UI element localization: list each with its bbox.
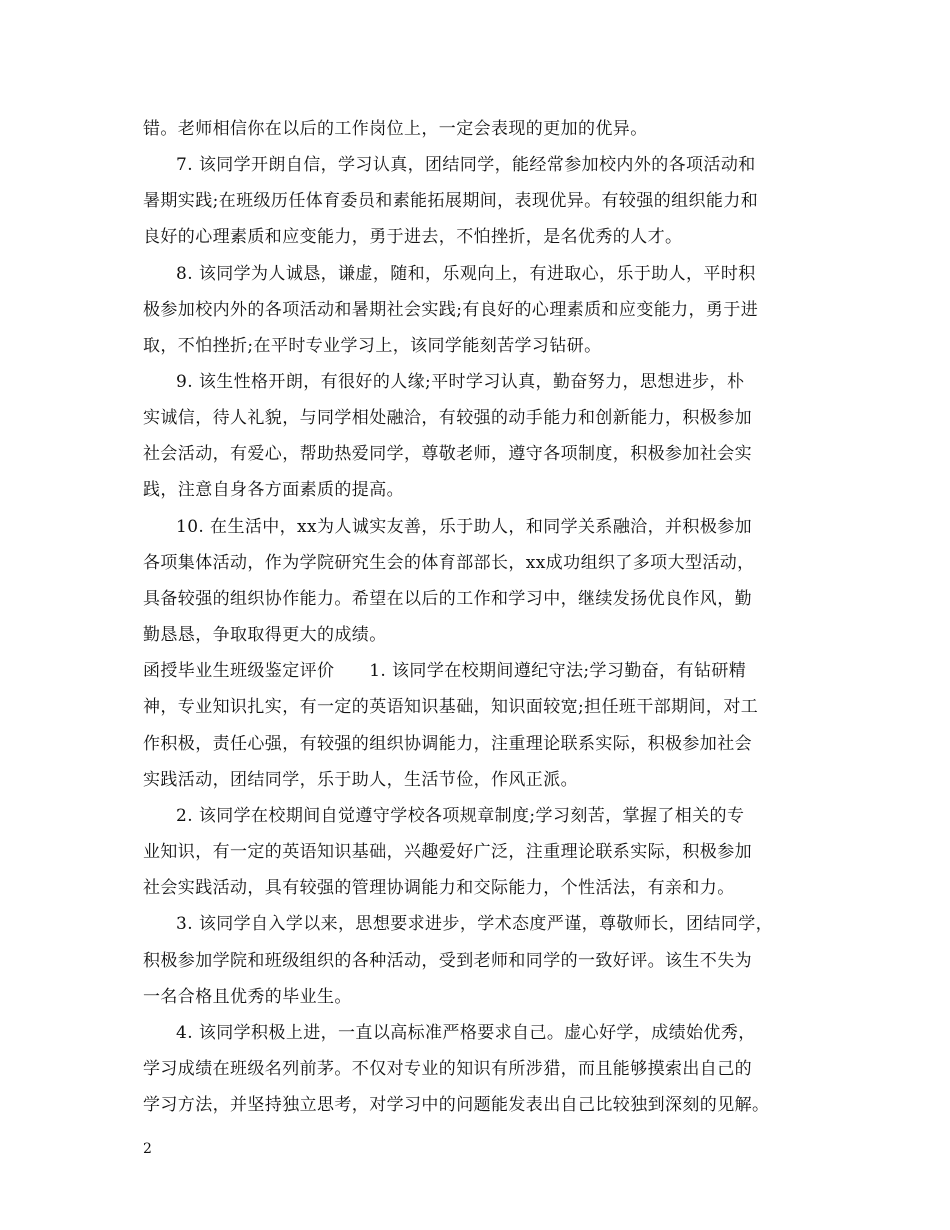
text-line: 取，不怕挫折;在平时专业学习上，该同学能刻苦学习钻研。	[143, 336, 602, 356]
text-line: 实践活动，团结同学，乐于助人，生活节俭，作风正派。	[143, 770, 578, 790]
text-line: 勤恳恳，争取取得更大的成绩。	[143, 625, 387, 645]
text-line: 学习成绩在班级名列前茅。不仅对专业的知识有所涉猎，而且能够摸索出自己的	[143, 1059, 752, 1079]
text-line: 践，注意自身各方面素质的提高。	[143, 480, 404, 500]
text-line: 一名合格且优秀的毕业生。	[143, 987, 352, 1007]
text-line: 3. 该同学自入学以来，思想要求进步，学术态度严谨，尊敬师长，团结同学，	[176, 914, 774, 934]
text-line: 暑期实践;在班级历任体育委员和素能拓展期间，表现优异。有较强的组织能力和	[143, 191, 759, 211]
text-line: 函授毕业生班级鉴定评价 1. 该同学在校期间遵纪守法;学习勤奋，有钻研精	[143, 661, 747, 681]
text-line: 学习方法，并坚持独立思考，对学习中的问题能发表出自己比较独到深刻的见解。	[143, 1095, 770, 1115]
text-line: 积极参加学院和班级组织的各种活动，受到老师和同学的一致好评。该生不失为	[143, 951, 752, 971]
page-number: 2	[143, 1141, 152, 1157]
text-line: 8. 该同学为人诚恳，谦虚，随和，乐观向上，有进取心，乐于助人，平时积	[176, 264, 756, 284]
text-line: 神，专业知识扎实，有一定的英语知识基础，知识面较宽;担任班干部期间，对工	[143, 697, 759, 717]
text-line: 良好的心理素质和应变能力，勇于进去，不怕挫折，是名优秀的人才。	[143, 227, 683, 247]
text-line: 实诚信，待人礼貌，与同学相处融洽，有较强的动手能力和创新能力，积极参加	[143, 408, 752, 428]
text-line: 2. 该同学在校期间自觉遵守学校各项规章制度;学习刻苦，掌握了相关的专	[176, 806, 745, 826]
text-line: 4. 该同学积极上进，一直以高标准严格要求自己。虚心好学，成绩始优秀，	[176, 1023, 756, 1043]
text-line: 业知识，有一定的英语知识基础，兴趣爱好广泛，注重理论联系实际，积极参加	[143, 842, 752, 862]
text-line: 具备较强的组织协作能力。希望在以后的工作和学习中，继续发扬优良作风，勤	[143, 589, 752, 609]
text-line: 7. 该同学开朗自信，学习认真，团结同学，能经常参加校内外的各项活动和	[176, 155, 756, 175]
text-line: 各项集体活动，作为学院研究生会的体育部部长，xx成功组织了多项大型活动，	[143, 553, 755, 573]
text-line: 错。老师相信你在以后的工作岗位上，一定会表现的更加的优异。	[143, 119, 648, 139]
text-line: 社会活动，有爱心，帮助热爱同学，尊敬老师，遵守各项制度，积极参加社会实	[143, 444, 752, 464]
text-line: 社会实践活动，具有较强的管理协调能力和交际能力，个性活法，有亲和力。	[143, 878, 735, 898]
text-line: 作积极，责任心强，有较强的组织协调能力，注重理论联系实际，积极参加社会	[143, 734, 752, 754]
text-line: 9. 该生性格开朗，有很好的人缘;平时学习认真，勤奋努力，思想进步，朴	[176, 372, 745, 392]
text-line: 10. 在生活中，xx为人诚实友善，乐于助人，和同学关系融洽，并积极参加	[176, 517, 753, 537]
text-line: 极参加校内外的各项活动和暑期社会实践;有良好的心理素质和应变能力，勇于进	[143, 300, 759, 320]
